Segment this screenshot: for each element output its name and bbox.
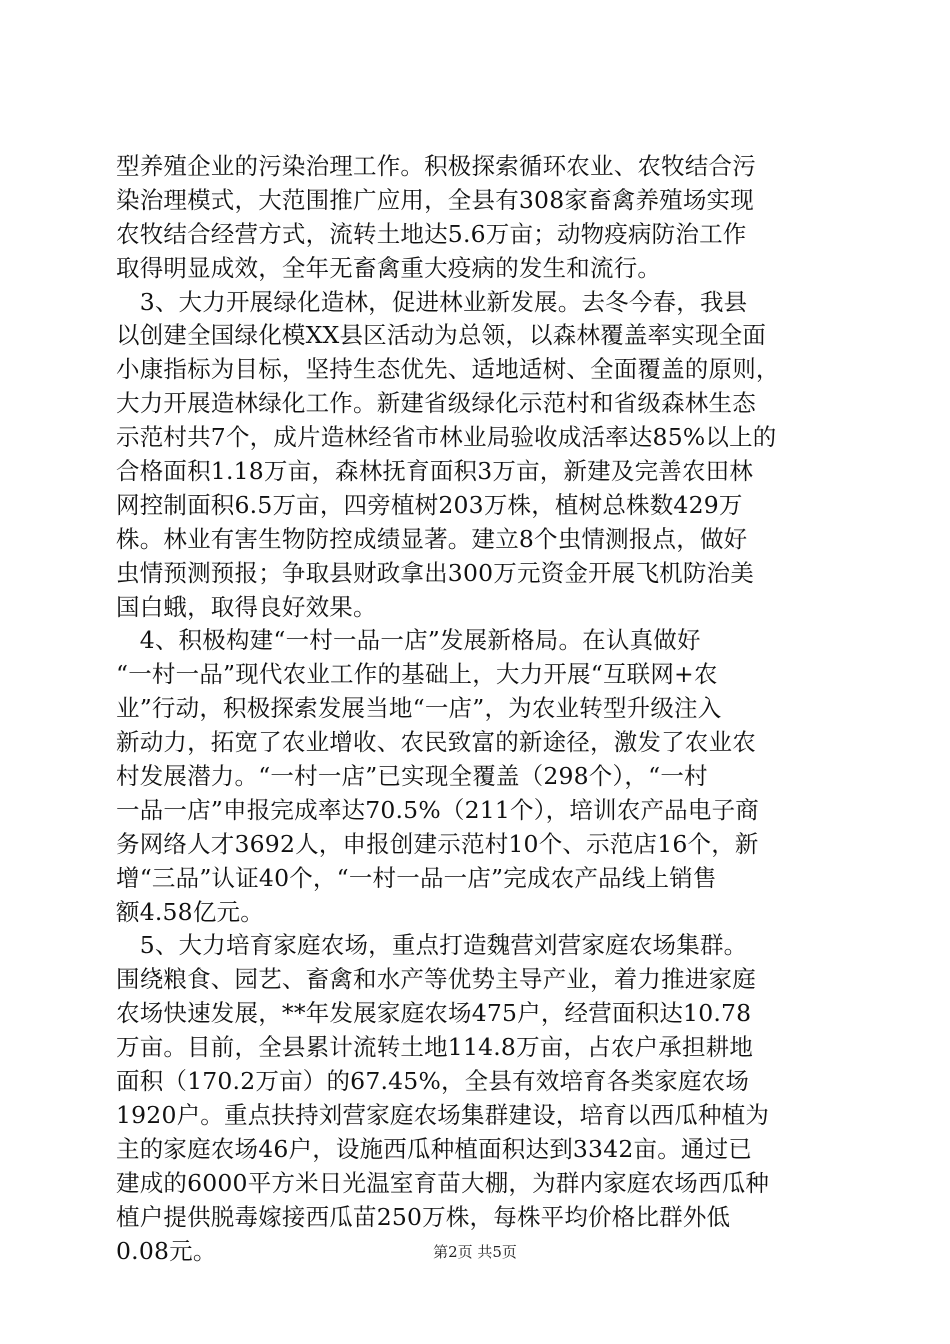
text-line: 株。林业有害生物防控成绩显著。建立8个虫情测报点，做好 xyxy=(116,524,748,553)
text-line: 网控制面积6.5万亩，四旁植树203万株，植树总株数429万 xyxy=(116,490,743,519)
text-line: 大力开展造林绿化工作。新建省级绿化示范村和省级森林生态 xyxy=(116,389,756,418)
text-line: 农牧结合经营方式，流转土地达5.6万亩；动物疫病防治工作 xyxy=(116,219,747,248)
text-line: 染治理模式，大范围推广应用，全县有308家畜禽养殖场实现 xyxy=(116,185,754,214)
text-line: 面积（170.2万亩）的67.45%，全县有效培育各类家庭农场 xyxy=(116,1067,750,1096)
text-line: 万亩。目前，全县累计流转土地114.8万亩，占农户承担耕地 xyxy=(116,1033,754,1062)
text-line: 新动力，拓宽了农业增收、农民致富的新途径，激发了农业农 xyxy=(116,728,756,757)
text-line: 额4.58亿元。 xyxy=(116,897,264,926)
text-line: 1920户。重点扶持刘营家庭农场集群建设，培育以西瓜种植为 xyxy=(116,1100,770,1129)
text-line: 合格面积1.18万亩，森林抚育面积3万亩，新建及完善农田林 xyxy=(116,457,754,486)
text-line: 一品一店”申报完成率达70.5%（211个），培训农产品电子商 xyxy=(116,795,759,824)
document-body xyxy=(116,150,838,1268)
text-line: 建成的6000平方米日光温室育苗大棚，为群内家庭农场西瓜种 xyxy=(116,1168,770,1197)
text-line: 村发展潜力。“一村一店”已实现全覆盖（298个），“一村 xyxy=(116,762,708,791)
text-line: 4、积极构建“一村一品一店”发展新格局。在认真做好 xyxy=(116,626,701,655)
text-line: 主的家庭农场46户，设施西瓜种植面积达到3342亩。通过已 xyxy=(116,1134,753,1163)
text-line: 取得明显成效，全年无畜禽重大疫病的发生和流行。 xyxy=(116,253,662,282)
text-line: “一村一品”现代农业工作的基础上，大力开展“互联网+农 xyxy=(116,660,718,689)
text-line: 5、大力培育家庭农场，重点打造魏营刘营家庭农场集群。 xyxy=(116,931,748,960)
text-line: 围绕粮食、园艺、畜禽和水产等优势主导产业，着力推进家庭 xyxy=(116,965,756,994)
text-line: 农场快速发展，**年发展家庭农场475户，经营面积达10.78 xyxy=(116,999,752,1028)
text-line: 国白蛾，取得良好效果。 xyxy=(116,592,377,621)
text-line: 植户提供脱毒嫁接西瓜苗250万株，每株平均价格比群外低 xyxy=(116,1202,731,1231)
text-line: 务网络人才3692人，申报创建示范村10个、示范店16个，新 xyxy=(116,829,759,858)
text-line: 示范村共7个，成片造林经省市林业局验收成活率达85%以上的 xyxy=(116,423,777,452)
page-number-footer: 第2页 共5页 xyxy=(433,1243,517,1261)
text-line: 小康指标为目标，坚持生态优先、适地适树、全面覆盖的原则， xyxy=(116,355,780,384)
text-line: 0.08元。 xyxy=(116,1236,217,1265)
text-line: 型养殖企业的污染治理工作。积极探索循环农业、农牧结合污 xyxy=(116,152,756,180)
text-line: 业”行动，积极探索发展当地“一店”，为农业转型升级注入 xyxy=(116,694,722,723)
text-line: 以创建全国绿化模XX县区活动为总领，以森林覆盖率实现全面 xyxy=(116,321,767,350)
text-line: 3、大力开展绿化造林，促进林业新发展。去冬今春，我县 xyxy=(116,287,748,316)
text-line: 虫情预测预报；争取县财政拿出300万元资金开展飞机防治美 xyxy=(116,558,754,587)
text-line: 增“三品”认证40个，“一村一品一店”完成农产品线上销售 xyxy=(116,863,717,892)
